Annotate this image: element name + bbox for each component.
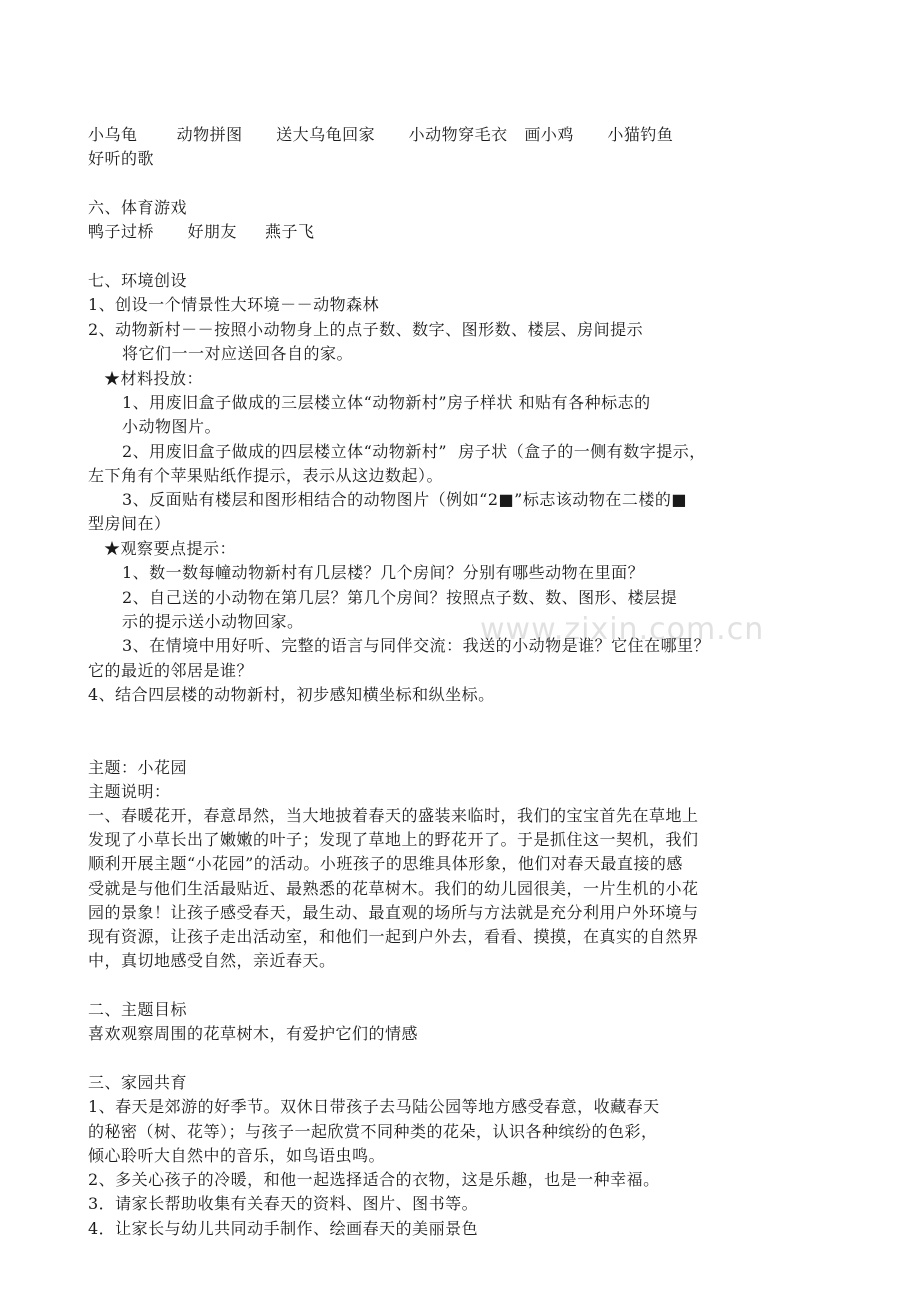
paragraph-line: 1、用废旧盒子做成的三层楼立体“动物新村”房子样状 和贴有各种标志的 bbox=[122, 393, 651, 412]
section-heading: 七、环境创设 bbox=[88, 271, 188, 290]
paragraph-line: 园的景象！让孩子感受春天，最生动、最直观的场所与方法就是充分利用户外环境与 bbox=[88, 903, 699, 922]
paragraph-line: 现有资源，让孩子走出活动室，和他们一起到户外去，看看、摸摸，在真实的自然界 bbox=[88, 927, 699, 946]
section-heading: 六、体育游戏 bbox=[88, 198, 188, 217]
paragraph-line: 3．请家长帮助收集有关春天的资料、图片、图书等。 bbox=[88, 1194, 479, 1213]
paragraph-line: 倾心聆听大自然中的音乐，如鸟语虫鸣。 bbox=[88, 1146, 386, 1165]
paragraph-line: 2、自己送的小动物在第几层？第几个房间？按照点子数、数、图形、楼层提 bbox=[122, 588, 678, 607]
paragraph-line: 4．让家长与幼儿共同动手制作、绘画春天的美丽景色 bbox=[88, 1219, 479, 1238]
paragraph-line: 顺利开展主题“小花园”的活动。小班孩子的思维具体形象，他们对春天最直接的感 bbox=[88, 854, 683, 873]
paragraph-line: 型房间在） bbox=[88, 514, 171, 533]
subheading: ★观察要点提示： bbox=[104, 539, 237, 558]
paragraph-line: 2、动物新村－－按照小动物身上的点子数、数字、图形数、楼层、房间提示 bbox=[88, 320, 644, 339]
theme-description-label: 主题说明： bbox=[88, 782, 171, 801]
activity-list-line: 好听的歌 bbox=[88, 149, 155, 168]
paragraph-line: 受就是与他们生活最贴近、最熟悉的花草树木。我们的幼儿园很美，一片生机的小花 bbox=[88, 879, 699, 898]
paragraph-line: 它的最近的邻居是谁？ bbox=[88, 661, 254, 680]
paragraph-line: 喜欢观察周围的花草树木，有爱护它们的情感 bbox=[88, 1024, 419, 1043]
activity-list-line: 小乌龟 动物拼图 送大乌龟回家 小动物穿毛衣 画小鸡 小猫钓鱼 bbox=[88, 125, 674, 144]
paragraph-line: 中，真切地感受自然，亲近春天。 bbox=[88, 951, 336, 970]
paragraph-line: 的秘密（树、花等）；与孩子一起欣赏不同种类的花朵，认识各种缤纷的色彩， bbox=[88, 1122, 658, 1141]
paragraph-line: 左下角有个苹果贴纸作提示，表示从这边数起）。 bbox=[88, 466, 444, 485]
paragraph-line: 1、创设一个情景性大环境－－动物森林 bbox=[88, 295, 380, 314]
watermark: www.zixin.com.cn bbox=[480, 612, 765, 647]
subheading: ★材料投放： bbox=[104, 369, 204, 388]
paragraph-line: 将它们一一对应送回各自的家。 bbox=[122, 344, 354, 363]
paragraph-line: 2、用废旧盒子做成的四层楼立体“动物新村” 房子状（盒子的一侧有数字提示， bbox=[122, 442, 706, 461]
paragraph-line: 3、反面贴有楼层和图形相结合的动物图片（例如“2■”标志该动物在二楼的■ bbox=[122, 490, 687, 509]
paragraph-line: 1、春天是郊游的好季节。双休日带孩子去马陆公园等地方感受春意，收藏春天 bbox=[88, 1097, 660, 1116]
section-heading: 二、主题目标 bbox=[88, 1000, 188, 1019]
paragraph-line: 3、在情境中用好听、完整的语言与同伴交流：我送的小动物是谁？它住在哪里？ bbox=[122, 636, 711, 655]
paragraph-line: 小动物图片。 bbox=[122, 417, 222, 436]
game-list-line: 鸭子过桥 好朋友 燕子飞 bbox=[88, 222, 315, 241]
paragraph-line: 发现了小草长出了嫩嫩的叶子；发现了草地上的野花开了。于是抓住这一契机，我们 bbox=[88, 830, 699, 849]
paragraph-line: 一、春暖花开，春意昂然，当大地披着春天的盛装来临时，我们的宝宝首先在草地上 bbox=[88, 806, 699, 825]
theme-title: 主题：小花园 bbox=[88, 758, 188, 777]
paragraph-line: 4、结合四层楼的动物新村，初步感知横坐标和纵坐标。 bbox=[88, 685, 495, 704]
paragraph-line: 示的提示送小动物回家。 bbox=[122, 612, 304, 631]
section-heading: 三、家园共育 bbox=[88, 1073, 188, 1092]
paragraph-line: 1、数一数每幢动物新村有几层楼？几个房间？分别有哪些动物在里面？ bbox=[122, 563, 645, 582]
paragraph-line: 2、多关心孩子的冷暖，和他一起选择适合的衣物，这是乐趣，也是一种幸福。 bbox=[88, 1170, 660, 1189]
